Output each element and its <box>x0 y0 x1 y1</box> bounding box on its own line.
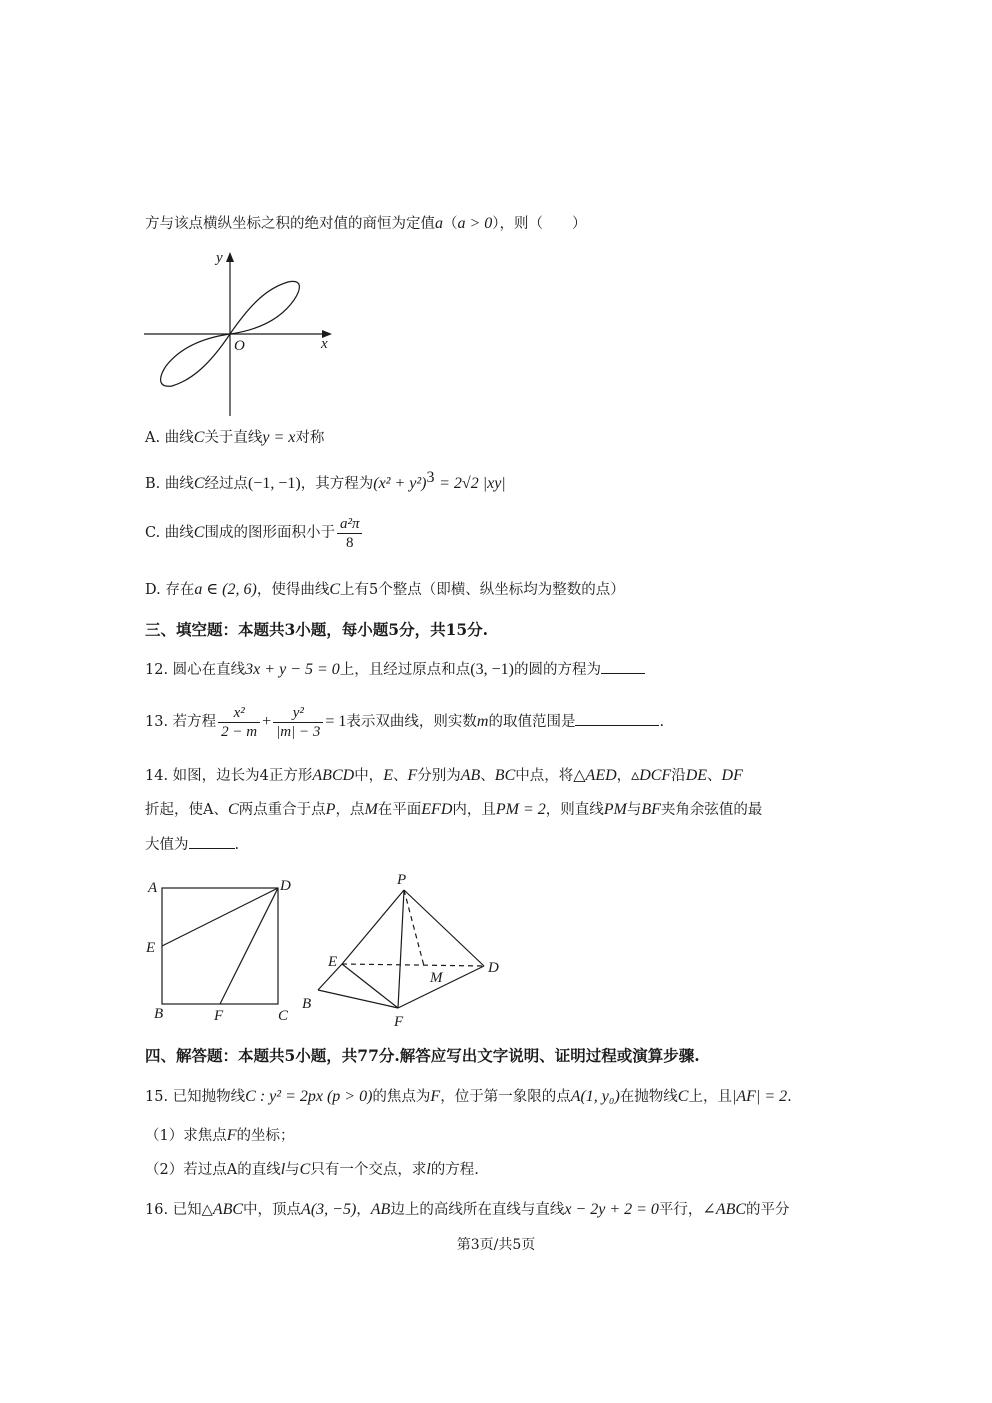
label-e: E <box>146 940 156 956</box>
page-footer: 第3页/共5页 <box>456 1237 536 1253</box>
q11-tail: 方与该点横纵坐标之积的绝对值的商恒为定值a（a > 0），则（ ） <box>145 215 587 232</box>
fraction-13-y: $\frac{\text{y²}}{|m| - 3}$ <box>273 704 323 741</box>
curve-figure <box>140 248 340 420</box>
answer-blank-14[interactable] <box>189 834 235 849</box>
square-abcd <box>162 888 278 1004</box>
answer-blank-12[interactable] <box>601 659 645 674</box>
option-d: D. 存在a ∈ (2, 6)，使得曲线C上有5个整点（即横、纵坐标均为整数的点） <box>145 581 625 598</box>
segment-ed <box>162 888 278 946</box>
y-axis-arrow-icon <box>226 252 234 262</box>
label-d: D <box>488 960 499 976</box>
answer-blank-13[interactable] <box>575 711 659 726</box>
label-b: B <box>154 1006 164 1022</box>
edge-pe <box>342 890 404 964</box>
edge-pm <box>404 890 424 966</box>
segment-fd <box>220 888 278 1004</box>
label-f: F <box>214 1008 224 1024</box>
section3-heading: 三、填空题：本题共3小题，每小题5分，共15分. <box>145 620 489 639</box>
option-c: C. 曲线C围成的图形面积小于 $\frac{\text{a²π}}{8}$ <box>145 514 364 552</box>
section4-heading: 四、解答题：本题共5小题，共77分.解答应写出文字说明、证明过程或演算步骤. <box>145 1046 700 1065</box>
label-a: A <box>148 880 158 896</box>
edge-pd <box>404 890 484 966</box>
question-12: 12. 圆心在直线3x + y − 5 = 0上，且经过原点和点(3, −1)的圆的方程为 <box>145 659 645 680</box>
option-a: A. 曲线C关于直线y = x对称 <box>145 429 325 446</box>
origin-label: O <box>234 338 245 354</box>
question-13: 13. 若方程 $\frac{\text{x²}}{2 - m}$ + $\frac{\text{y²}}{|m| - 3}$ = 1表示双曲线，则实数m的取值范围是 . <box>145 704 665 740</box>
edge-pf <box>398 890 404 1008</box>
question-15: 15. 已知抛物线C : y² = 2px (p > 0)的焦点为F，位于第一象限的点A(1, y₀)在抛物线C上，且|AF| = 2. <box>145 1088 792 1105</box>
question-14-line3: 大值为 . <box>145 834 239 855</box>
x-axis-label: x <box>321 336 328 352</box>
square-figure <box>140 872 310 1028</box>
fraction-13-x: $\frac{\text{x²}}{2 - m}$ <box>218 704 260 741</box>
fraction-c: $\frac{\text{a²π}}{8}$ <box>337 515 363 552</box>
question-16: 16. 已知△ABC中，顶点A(3, −5)，AB边上的高线所在直线与直线x − 2y + 2 = 0平行，∠ABC的平分 <box>145 1201 790 1218</box>
label-d: D <box>280 878 291 894</box>
label-f: F <box>394 1014 404 1030</box>
pyramid-figure <box>298 868 508 1030</box>
edge-ed <box>342 964 484 966</box>
question-14-line1: 14. 如图，边长为4正方形ABCD中，E、F分别为AB、BC中点，将△AED，▵DCF沿DE、DF <box>145 767 743 784</box>
label-c: C <box>278 1008 289 1024</box>
label-e: E <box>328 954 338 970</box>
question-15-part1: （1）求焦点F的坐标； <box>145 1127 295 1144</box>
option-b: B. 曲线C经过点(−1, −1)，其方程为$(x^2 + y^2)^3 = 2√2$ |xy| <box>145 469 506 492</box>
label-m: M <box>430 970 443 986</box>
question-14-line2: 折起，使A、C两点重合于点P，点M在平面EFD内，且PM = 2，则直线PM与BF夹角余弦值的最 <box>145 801 763 818</box>
y-axis-label: y <box>216 250 223 266</box>
label-b: B <box>302 996 312 1012</box>
question-15-part2: （2）若过点A的直线l与C只有一个交点，求l的方程. <box>145 1161 479 1178</box>
label-p: P <box>397 872 407 888</box>
